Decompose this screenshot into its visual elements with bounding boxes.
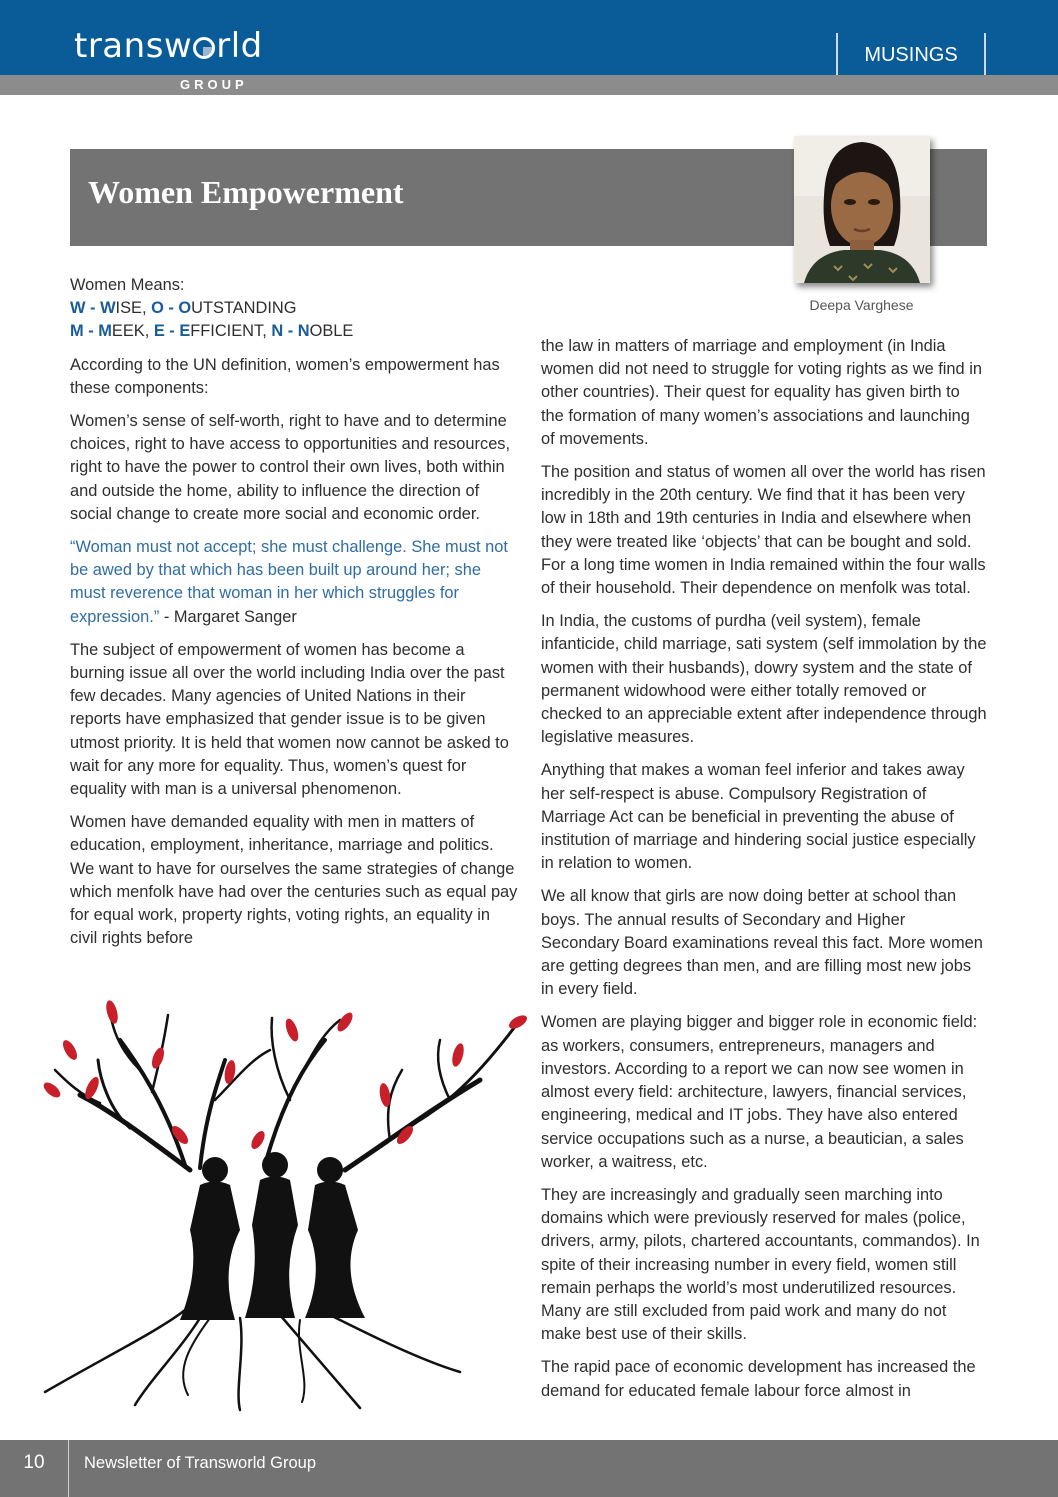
paragraph: Women’s sense of self-worth, right to have and to determine choices, right to have access to opportunities and resources, right to have the power to control their own lives, both within and outside the home, ability to influence the direction of social change to create more social and economic order.	[70, 412, 511, 523]
author-caption: Deepa Varghese	[809, 297, 914, 313]
paragraph: Women are playing bigger and bigger role in economic field: as workers, consumers, entrepreneurs, managers and investors. According to a report we can now see women in almost every field: architecture, lawyers, financial services, engineering, medical and IT jobs. They have also entered service occupations such as a nurse, a beautician, a sales worker, a waitress, etc.	[541, 1013, 978, 1171]
acronym-line-1: W - WISE, O - OUTSTANDING	[70, 299, 297, 318]
transworld-logo: transw rld	[74, 26, 263, 66]
pull-quote	[70, 536, 520, 629]
section-divider-right	[984, 33, 986, 75]
paragraph: Women have demanded equality with men in matters of education, employment, inheritance, marriage and politics. We want to have for ourselves the same strategies of change which menfolk have had over the centuries such as equal pay for equal work, property rights, voting rights, an equality in civil rights before	[70, 813, 518, 948]
paragraph: the law in matters of marriage and employment (in India women did not need to struggle for voting rights as we find in other countries). Their quest for equality has given birth to the formation of many women’s associations and launching of movements.	[541, 337, 982, 448]
acronym-line-2: M - MEEK, E - EFFICIENT, N - NOBLE	[70, 322, 354, 341]
footer-divider	[68, 1440, 69, 1497]
column-right	[541, 335, 987, 1413]
paragraph: They are increasingly and gradually seen marching into domains which were previously reserved for males (police, drivers, army, pilots, chartered accountants, commandos). In spite of their increasing number in every field, women still remain perhaps the world’s most underutilized resources. Many are still excluded from paid work and many do not make best use of their skills.	[541, 1185, 980, 1344]
paragraph: The position and status of women all over the world has risen incredibly in the 20th century. We find that it has been very low in 18th and 19th centuries in India and elsewhere when they were treated like ‘objects’ that can be bought and sold. For a long time women in India remained within the four walls of their household. Their dependence on menfolk was total.	[541, 463, 986, 598]
paragraph: Anything that makes a woman feel inferior and takes away her self-respect is abuse. Compulsory Registration of Marriage Act can be beneficial in preventing the abuse of institution of marriage and hindering social justice especially in relation to women.	[541, 761, 976, 873]
section-label: MUSINGS	[864, 44, 958, 66]
paragraph: In India, the customs of purdha (veil system), female infanticide, child marriage, sati system (self immolation by the women with their husbands), dowry system and the state of permanent widowhood were either totally removed or checked to an appreciable extent after independence through legislative measures.	[541, 612, 987, 747]
quote-text: “Woman must not accept; she must challenge. She must not be awed by that which has been built up around her; she must reverence that woman in her which struggles for expression.”	[70, 538, 508, 626]
article-title: Women Empowerment	[88, 174, 404, 210]
column-left	[70, 274, 520, 960]
quote-attribution: - Margaret Sanger	[159, 607, 297, 626]
page-number: 10	[23, 1452, 45, 1473]
red-leaves	[41, 1000, 529, 1151]
footer-text: Newsletter of Transworld Group	[84, 1454, 317, 1472]
women-tree-illustration	[40, 1000, 530, 1420]
paragraph: The rapid pace of economic development has increased the demand for educated female labour force almost in	[541, 1358, 976, 1400]
globe-icon	[193, 37, 215, 59]
header-subbar	[0, 75, 1058, 95]
logo-group-label: GROUP	[180, 77, 248, 92]
author-photo	[794, 136, 930, 283]
paragraph: We all know that girls are now doing better at school than boys. The annual results of Secondary and Higher Secondary Board examinations reveal this fact. More women are getting degrees than men, and are filling most new jobs in every field.	[541, 887, 983, 999]
intro-heading: Women Means:	[70, 276, 185, 294]
paragraph: According to the UN definition, women’s empowerment has these components:	[70, 355, 500, 397]
paragraph: The subject of empowerment of women has become a burning issue all over the world including India over the past few decades. Many agencies of United Nations in their reports have emphasized that gender issue is to be given utmost priority. It is held that women now cannot be asked to wait for any more for equality. Thus, women’s quest for equality with man is a universal phenomenon.	[70, 640, 509, 799]
